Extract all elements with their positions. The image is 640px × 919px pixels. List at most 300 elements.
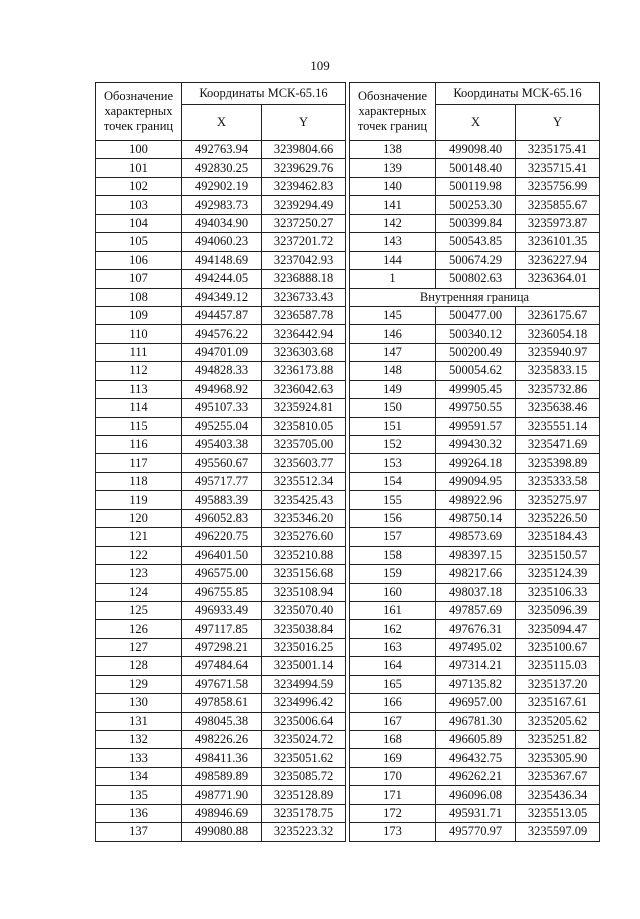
y-coordinate-cell: 3239294.49 [262,196,346,214]
x-coordinate-cell: 496575.00 [182,565,262,583]
table-row [96,546,346,564]
point-id-cell: 135 [96,786,182,804]
y-coordinate-cell: 3236303.68 [262,343,346,361]
point-id-cell: 116 [96,436,182,454]
table-row [96,804,346,822]
x-coordinate-cell: 496401.50 [182,546,262,564]
table-row [96,620,346,638]
x-coordinate-cell: 499430.32 [436,436,516,454]
x-coordinate-cell: 495717.77 [182,472,262,490]
table-row [350,712,600,730]
x-coordinate-cell: 500119.98 [436,177,516,195]
point-id-cell: 114 [96,399,182,417]
table-row [96,491,346,509]
table-row [350,749,600,767]
y-coordinate-cell: 3235100.67 [516,638,600,656]
y-coordinate-cell: 3235276.60 [262,528,346,546]
table-row [96,657,346,675]
table-row [96,786,346,804]
table-row [96,675,346,693]
table-row [350,675,600,693]
point-id-cell: 133 [96,749,182,767]
y-coordinate-cell: 3237250.27 [262,214,346,232]
y-coordinate-cell: 3235597.09 [516,823,600,841]
point-id-cell: 128 [96,657,182,675]
x-coordinate-cell: 492902.19 [182,177,262,195]
y-coordinate-cell: 3235855.67 [516,196,600,214]
y-coordinate-cell: 3235175.41 [516,141,600,159]
table-row [96,565,346,583]
x-coordinate-cell: 498750.14 [436,509,516,527]
x-coordinate-cell: 496933.49 [182,601,262,619]
point-id-cell: 172 [350,804,436,822]
x-coordinate-cell: 495107.33 [182,399,262,417]
x-coordinate-cell: 496262.21 [436,767,516,785]
table-row [96,583,346,601]
point-id-cell: 162 [350,620,436,638]
x-coordinate-cell: 500802.63 [436,270,516,288]
y-coordinate-cell: 3235305.90 [516,749,600,767]
point-id-cell: 137 [96,823,182,841]
point-id-cell: 158 [350,546,436,564]
x-coordinate-cell: 496755.85 [182,583,262,601]
point-id-cell: 157 [350,528,436,546]
table-row [96,731,346,749]
y-coordinate-cell: 3235551.14 [516,417,600,435]
x-coordinate-cell: 498226.26 [182,731,262,749]
table-row [96,767,346,785]
y-coordinate-cell: 3236175.67 [516,306,600,324]
table-row [96,214,346,232]
y-coordinate-cell: 3236442.94 [262,325,346,343]
table-row [350,491,600,509]
x-coordinate-cell: 494244.05 [182,270,262,288]
y-coordinate-cell: 3235094.47 [516,620,600,638]
y-coordinate-cell: 3237201.72 [262,233,346,251]
point-id-cell: 118 [96,472,182,490]
x-coordinate-cell: 494349.12 [182,288,262,306]
y-coordinate-cell: 3235638.46 [516,399,600,417]
y-coordinate-cell: 3235973.87 [516,214,600,232]
point-id-cell: 131 [96,712,182,730]
point-id-cell: 104 [96,214,182,232]
x-coordinate-cell: 500543.85 [436,233,516,251]
x-coordinate-cell: 497495.02 [436,638,516,656]
y-coordinate-cell: 3235210.88 [262,546,346,564]
x-coordinate-cell: 495770.97 [436,823,516,841]
y-coordinate-cell: 3239804.66 [262,141,346,159]
x-coordinate-cell: 498411.36 [182,749,262,767]
x-coordinate-cell: 498922.96 [436,491,516,509]
x-coordinate-cell: 498397.15 [436,546,516,564]
table-row [350,380,600,398]
x-coordinate-cell: 494828.33 [182,362,262,380]
y-coordinate-cell: 3235205.62 [516,712,600,730]
x-coordinate-cell: 497671.58 [182,675,262,693]
y-header: Y [516,105,600,141]
point-id-cell: 102 [96,177,182,195]
x-coordinate-cell: 494148.69 [182,251,262,269]
point-id-cell: 139 [350,159,436,177]
x-coordinate-cell: 498771.90 [182,786,262,804]
point-id-cell: 124 [96,583,182,601]
point-id-cell: 109 [96,306,182,324]
point-id-cell: 155 [350,491,436,509]
table-row [350,804,600,822]
x-coordinate-cell: 498946.69 [182,804,262,822]
table-row [96,177,346,195]
point-id-cell: 142 [350,214,436,232]
y-coordinate-cell: 3235810.05 [262,417,346,435]
point-id-cell: 168 [350,731,436,749]
point-id-cell: 154 [350,472,436,490]
point-id-cell: 1 [350,270,436,288]
point-id-cell: 120 [96,509,182,527]
x-coordinate-cell: 498037.18 [436,583,516,601]
point-id-cell: 140 [350,177,436,195]
table-row [350,159,600,177]
y-coordinate-cell: 3235732.86 [516,380,600,398]
table-row [350,731,600,749]
table-row [350,399,600,417]
point-id-cell: 166 [350,694,436,712]
point-id-cell: 108 [96,288,182,306]
right-table-body [350,141,600,842]
y-coordinate-cell: 3236227.94 [516,251,600,269]
table-row [350,436,600,454]
point-id-cell: 121 [96,528,182,546]
point-id-cell: 100 [96,141,182,159]
y-coordinate-cell: 3235001.14 [262,657,346,675]
x-coordinate-cell: 496052.83 [182,509,262,527]
table-row [350,325,600,343]
point-id-cell: 173 [350,823,436,841]
x-coordinate-cell: 496957.00 [436,694,516,712]
y-coordinate-cell: 3235398.89 [516,454,600,472]
point-id-cell: 134 [96,767,182,785]
x-coordinate-cell: 497858.61 [182,694,262,712]
point-id-cell: 171 [350,786,436,804]
point-id-cell: 103 [96,196,182,214]
table-row [350,528,600,546]
y-coordinate-cell: 3236101.35 [516,233,600,251]
x-coordinate-cell: 496781.30 [436,712,516,730]
point-id-cell: 144 [350,251,436,269]
x-coordinate-cell: 494701.09 [182,343,262,361]
y-coordinate-cell: 3235436.34 [516,786,600,804]
table-row [96,362,346,380]
y-coordinate-cell: 3239629.76 [262,159,346,177]
x-coordinate-cell: 499591.57 [436,417,516,435]
x-coordinate-cell: 497135.82 [436,675,516,693]
point-id-cell: 117 [96,454,182,472]
x-coordinate-cell: 497857.69 [436,601,516,619]
point-id-cell: 146 [350,325,436,343]
point-id-cell: 138 [350,141,436,159]
y-coordinate-cell: 3236733.43 [262,288,346,306]
x-coordinate-cell: 494034.90 [182,214,262,232]
x-coordinate-cell: 497484.64 [182,657,262,675]
point-id-cell: 115 [96,417,182,435]
y-coordinate-cell: 3235051.62 [262,749,346,767]
y-coordinate-cell: 3235756.99 [516,177,600,195]
x-coordinate-cell: 500148.40 [436,159,516,177]
point-id-cell: 119 [96,491,182,509]
y-coordinate-cell: 3236888.18 [262,270,346,288]
point-id-cell: 101 [96,159,182,177]
table-row [350,472,600,490]
y-coordinate-cell: 3236054.18 [516,325,600,343]
point-id-cell: 126 [96,620,182,638]
point-id-cell: 153 [350,454,436,472]
point-id-cell: 150 [350,399,436,417]
table-row [96,270,346,288]
table-row [350,251,600,269]
table-row [96,159,346,177]
point-id-cell: 143 [350,233,436,251]
table-row [350,141,600,159]
y-coordinate-cell: 3235346.20 [262,509,346,527]
point-id-cell: 160 [350,583,436,601]
table-row [96,601,346,619]
table-row [96,325,346,343]
y-header: Y [262,105,346,141]
x-coordinate-cell: 495255.04 [182,417,262,435]
x-coordinate-cell: 498573.69 [436,528,516,546]
point-id-cell: 136 [96,804,182,822]
table-row [350,343,600,361]
x-coordinate-cell: 496096.08 [436,786,516,804]
y-coordinate-cell: 3235471.69 [516,436,600,454]
x-coordinate-cell: 495560.67 [182,454,262,472]
y-coordinate-cell: 3235108.94 [262,583,346,601]
x-coordinate-cell: 499750.55 [436,399,516,417]
y-coordinate-cell: 3235333.58 [516,472,600,490]
x-coordinate-cell: 496220.75 [182,528,262,546]
table-row [96,306,346,324]
x-coordinate-cell: 500054.62 [436,362,516,380]
table-row [96,712,346,730]
table-row [350,214,600,232]
y-coordinate-cell: 3235085.72 [262,767,346,785]
x-coordinate-cell: 497676.31 [436,620,516,638]
y-coordinate-cell: 3235275.97 [516,491,600,509]
x-coordinate-cell: 494968.92 [182,380,262,398]
point-label-header: Обозначение характерных точек границ [350,83,436,141]
y-coordinate-cell: 3235184.43 [516,528,600,546]
point-id-cell: 107 [96,270,182,288]
point-id-cell: 123 [96,565,182,583]
y-coordinate-cell: 3235512.34 [262,472,346,490]
x-coordinate-cell: 497117.85 [182,620,262,638]
table-row [350,767,600,785]
point-id-cell: 147 [350,343,436,361]
y-coordinate-cell: 3235128.89 [262,786,346,804]
x-coordinate-cell: 499264.18 [436,454,516,472]
table-row [350,657,600,675]
point-id-cell: 163 [350,638,436,656]
inner-boundary-label: Внутренняя граница [350,288,600,306]
point-id-cell: 105 [96,233,182,251]
x-coordinate-cell: 492830.25 [182,159,262,177]
y-coordinate-cell: 3235715.41 [516,159,600,177]
table-row [350,565,600,583]
x-coordinate-cell: 496432.75 [436,749,516,767]
table-row [96,436,346,454]
x-coordinate-cell: 496605.89 [436,731,516,749]
y-coordinate-cell: 3235096.39 [516,601,600,619]
y-coordinate-cell: 3234996.42 [262,694,346,712]
y-coordinate-cell: 3235223.32 [262,823,346,841]
table-row [96,472,346,490]
point-id-cell: 161 [350,601,436,619]
point-id-cell: 149 [350,380,436,398]
table-row [350,454,600,472]
y-coordinate-cell: 3239462.83 [262,177,346,195]
x-coordinate-cell: 500340.12 [436,325,516,343]
table-row [350,620,600,638]
x-coordinate-cell: 498589.89 [182,767,262,785]
table-row [96,196,346,214]
x-header: X [436,105,516,141]
x-coordinate-cell: 494457.87 [182,306,262,324]
y-coordinate-cell: 3235115.03 [516,657,600,675]
y-coordinate-cell: 3235705.00 [262,436,346,454]
page-number: 109 [310,58,330,73]
y-coordinate-cell: 3236364.01 [516,270,600,288]
x-coordinate-cell: 495403.38 [182,436,262,454]
table-row [350,177,600,195]
coordinates-table-left [95,82,346,842]
point-id-cell: 156 [350,509,436,527]
table-row [350,583,600,601]
table-row [96,749,346,767]
table-row [96,417,346,435]
point-id-cell: 170 [350,767,436,785]
x-coordinate-cell: 499094.95 [436,472,516,490]
point-id-cell: 141 [350,196,436,214]
x-coordinate-cell: 494060.23 [182,233,262,251]
point-id-cell: 112 [96,362,182,380]
y-coordinate-cell: 3235251.82 [516,731,600,749]
y-coordinate-cell: 3235940.97 [516,343,600,361]
y-coordinate-cell: 3235016.25 [262,638,346,656]
table-row [350,694,600,712]
x-coordinate-cell: 492763.94 [182,141,262,159]
table-row [96,399,346,417]
y-coordinate-cell: 3236173.88 [262,362,346,380]
point-id-cell: 125 [96,601,182,619]
point-id-cell: 145 [350,306,436,324]
x-coordinate-cell: 499905.45 [436,380,516,398]
table-row [350,509,600,527]
table-row [96,141,346,159]
y-coordinate-cell: 3236042.63 [262,380,346,398]
y-coordinate-cell: 3235167.61 [516,694,600,712]
table-row [350,601,600,619]
x-coordinate-cell: 500477.00 [436,306,516,324]
point-id-cell: 169 [350,749,436,767]
point-id-cell: 164 [350,657,436,675]
table-row [350,306,600,324]
x-coordinate-cell: 492983.73 [182,196,262,214]
table-row [350,196,600,214]
y-coordinate-cell: 3235924.81 [262,399,346,417]
y-coordinate-cell: 3235513.05 [516,804,600,822]
point-id-cell: 167 [350,712,436,730]
table-row [350,362,600,380]
y-coordinate-cell: 3235833.15 [516,362,600,380]
left-table-body [96,141,346,842]
x-coordinate-cell: 500674.29 [436,251,516,269]
table-row [96,343,346,361]
y-coordinate-cell: 3235226.50 [516,509,600,527]
table-row [350,233,600,251]
coord-system-header: Координаты МСК-65.16 [182,83,346,105]
y-coordinate-cell: 3235425.43 [262,491,346,509]
x-coordinate-cell: 494576.22 [182,325,262,343]
point-id-cell: 129 [96,675,182,693]
table-row [96,823,346,841]
point-id-cell: 122 [96,546,182,564]
point-id-cell: 151 [350,417,436,435]
x-coordinate-cell: 500253.30 [436,196,516,214]
y-coordinate-cell: 3235024.72 [262,731,346,749]
x-coordinate-cell: 497298.21 [182,638,262,656]
y-coordinate-cell: 3235124.39 [516,565,600,583]
y-coordinate-cell: 3235367.67 [516,767,600,785]
x-coordinate-cell: 500200.49 [436,343,516,361]
y-coordinate-cell: 3236587.78 [262,306,346,324]
point-label-header: Обозначение характерных точек границ [96,83,182,141]
x-coordinate-cell: 495883.39 [182,491,262,509]
x-coordinate-cell: 497314.21 [436,657,516,675]
x-coordinate-cell: 500399.84 [436,214,516,232]
table-row [96,251,346,269]
point-id-cell: 111 [96,343,182,361]
table-row [96,694,346,712]
x-header: X [182,105,262,141]
y-coordinate-cell: 3235156.68 [262,565,346,583]
table-row [350,417,600,435]
point-id-cell: 159 [350,565,436,583]
point-id-cell: 130 [96,694,182,712]
x-coordinate-cell: 499098.40 [436,141,516,159]
x-coordinate-cell: 498217.66 [436,565,516,583]
table-row [350,786,600,804]
y-coordinate-cell: 3235070.40 [262,601,346,619]
table-row [350,546,600,564]
point-id-cell: 106 [96,251,182,269]
table-row [96,509,346,527]
point-id-cell: 152 [350,436,436,454]
table-row [96,380,346,398]
y-coordinate-cell: 3235178.75 [262,804,346,822]
y-coordinate-cell: 3235006.64 [262,712,346,730]
y-coordinate-cell: 3237042.93 [262,251,346,269]
point-id-cell: 127 [96,638,182,656]
y-coordinate-cell: 3235106.33 [516,583,600,601]
x-coordinate-cell: 498045.38 [182,712,262,730]
table-row [96,233,346,251]
table-row [96,454,346,472]
table-row [96,638,346,656]
x-coordinate-cell: 499080.88 [182,823,262,841]
y-coordinate-cell: 3235038.84 [262,620,346,638]
point-id-cell: 113 [96,380,182,398]
table-row [350,638,600,656]
y-coordinate-cell: 3234994.59 [262,675,346,693]
